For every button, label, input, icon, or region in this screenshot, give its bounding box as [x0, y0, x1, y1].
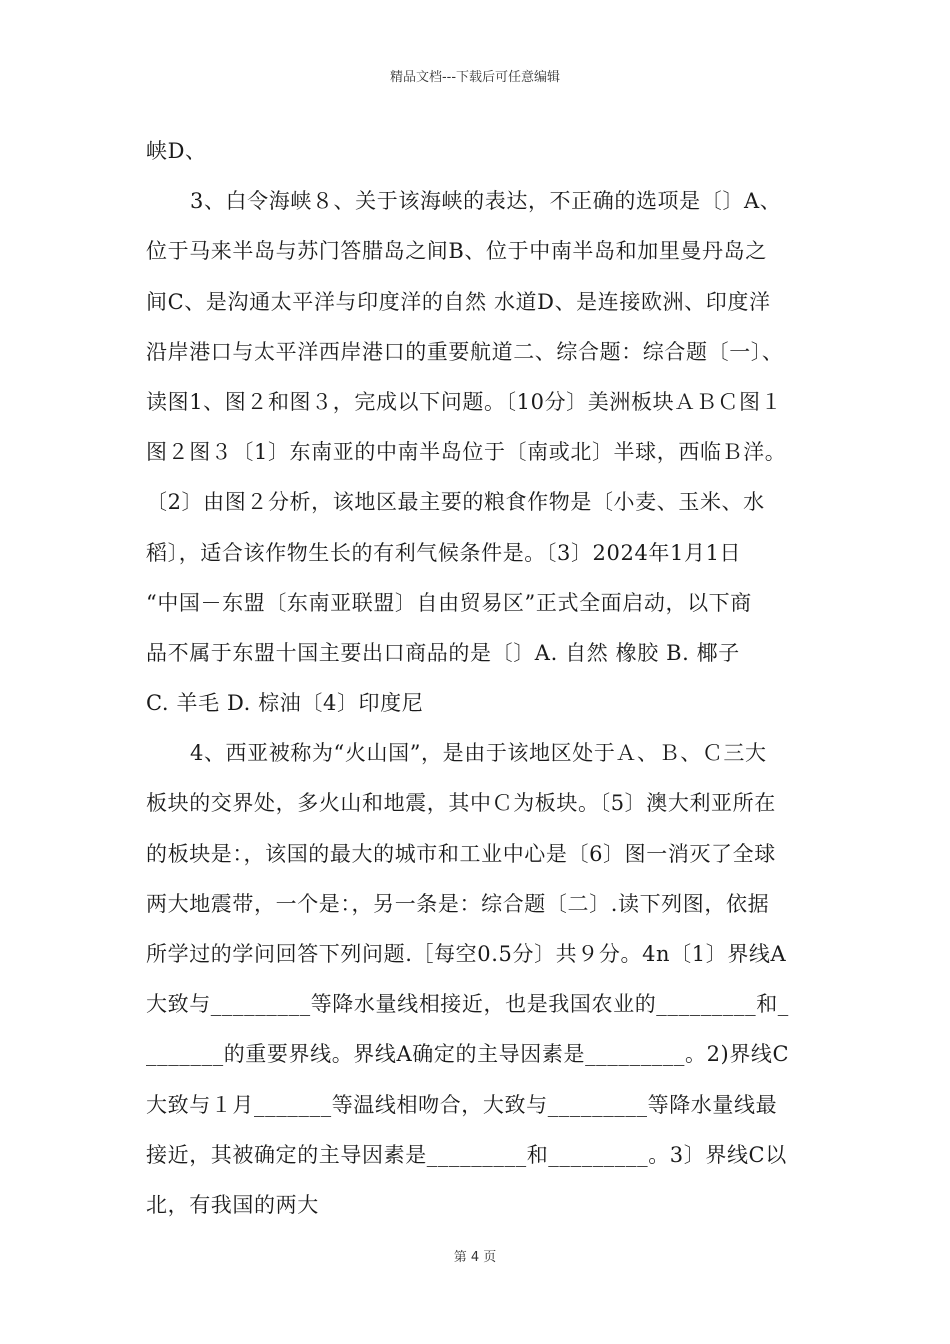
- text-line: 沿岸港口与太平洋西岸港口的重要航道二、综合题：综合题〔一〕、: [146, 339, 784, 364]
- page-header: 精品文档---下载后可任意编辑: [389, 70, 561, 85]
- text-line: _______的重要界线。界线A确定的主导因素是_________。2)界线C: [146, 1042, 790, 1067]
- text-line: 两大地震带，一个是：，另一条是：综合题〔二〕.读下列图，依据: [146, 891, 770, 916]
- text-line: 稻〕，适合该作物生长的有利气候条件是。〔3〕2024年1月1日: [146, 540, 742, 565]
- text-line: 4、西亚被称为“火山国”，是由于该地区处于Ａ、Ｂ、Ｃ三大: [190, 741, 767, 766]
- document-body: [146, 130, 816, 1234]
- text-line: 北，有我国的两大: [146, 1192, 319, 1217]
- page-footer: 第 4 页: [453, 1250, 497, 1265]
- text-line: 峡D、: [146, 139, 207, 163]
- text-line: C. 羊毛 D. 棕油〔4〕印度尼: [146, 691, 424, 716]
- text-line: 板块的交界处，多火山和地震，其中Ｃ为板块。〔5〕澳大利亚所在: [146, 791, 776, 816]
- text-line: 的板块是：，该国的最大的城市和工业中心是〔6〕图一消灭了全球: [146, 841, 776, 866]
- text-line: 〔2〕由图２分析，该地区最主要的粮食作物是〔小麦、玉米、水: [146, 490, 765, 515]
- text-line: 间C、是沟通太平洋与印度洋的自然 水道D、是连接欧洲、印度洋: [146, 289, 771, 314]
- text-line: 3、白令海峡８、关于该海峡的表达，不正确的选项是〔〕A、: [190, 189, 782, 214]
- text-line: 大致与１月_______等温线相吻合，大致与_________等降水量线最: [146, 1092, 778, 1117]
- text-line: “中国－东盟〔东南亚联盟〕自由贸易区”正式全面启动，以下商: [146, 590, 752, 615]
- text-line: 大致与_________等降水量线相接近，也是我国农业的_________和_: [146, 992, 789, 1017]
- text-line: 接近，其被确定的主导因素是_________和_________。3〕界线C以: [146, 1142, 787, 1167]
- text-line: 读图1、图２和图３，完成以下问题。〔10分〕美洲板块ＡＢＣ图１: [146, 389, 783, 414]
- text-line: 图２图３〔1〕东南亚的中南半岛位于〔南或北〕半球，西临Ｂ洋。: [146, 440, 787, 465]
- text-line: 所学过的学问回答下列问题.［每空0.5分〕共９分。4n〔1〕界线A: [146, 942, 787, 966]
- text-line: 位于马来半岛与苏门答腊岛之间B、位于中南半岛和加里曼丹岛之: [146, 239, 767, 264]
- text-line: 品不属于东盟十国主要出口商品的是〔〕A. 自然 橡胶 B. 椰子: [146, 640, 740, 665]
